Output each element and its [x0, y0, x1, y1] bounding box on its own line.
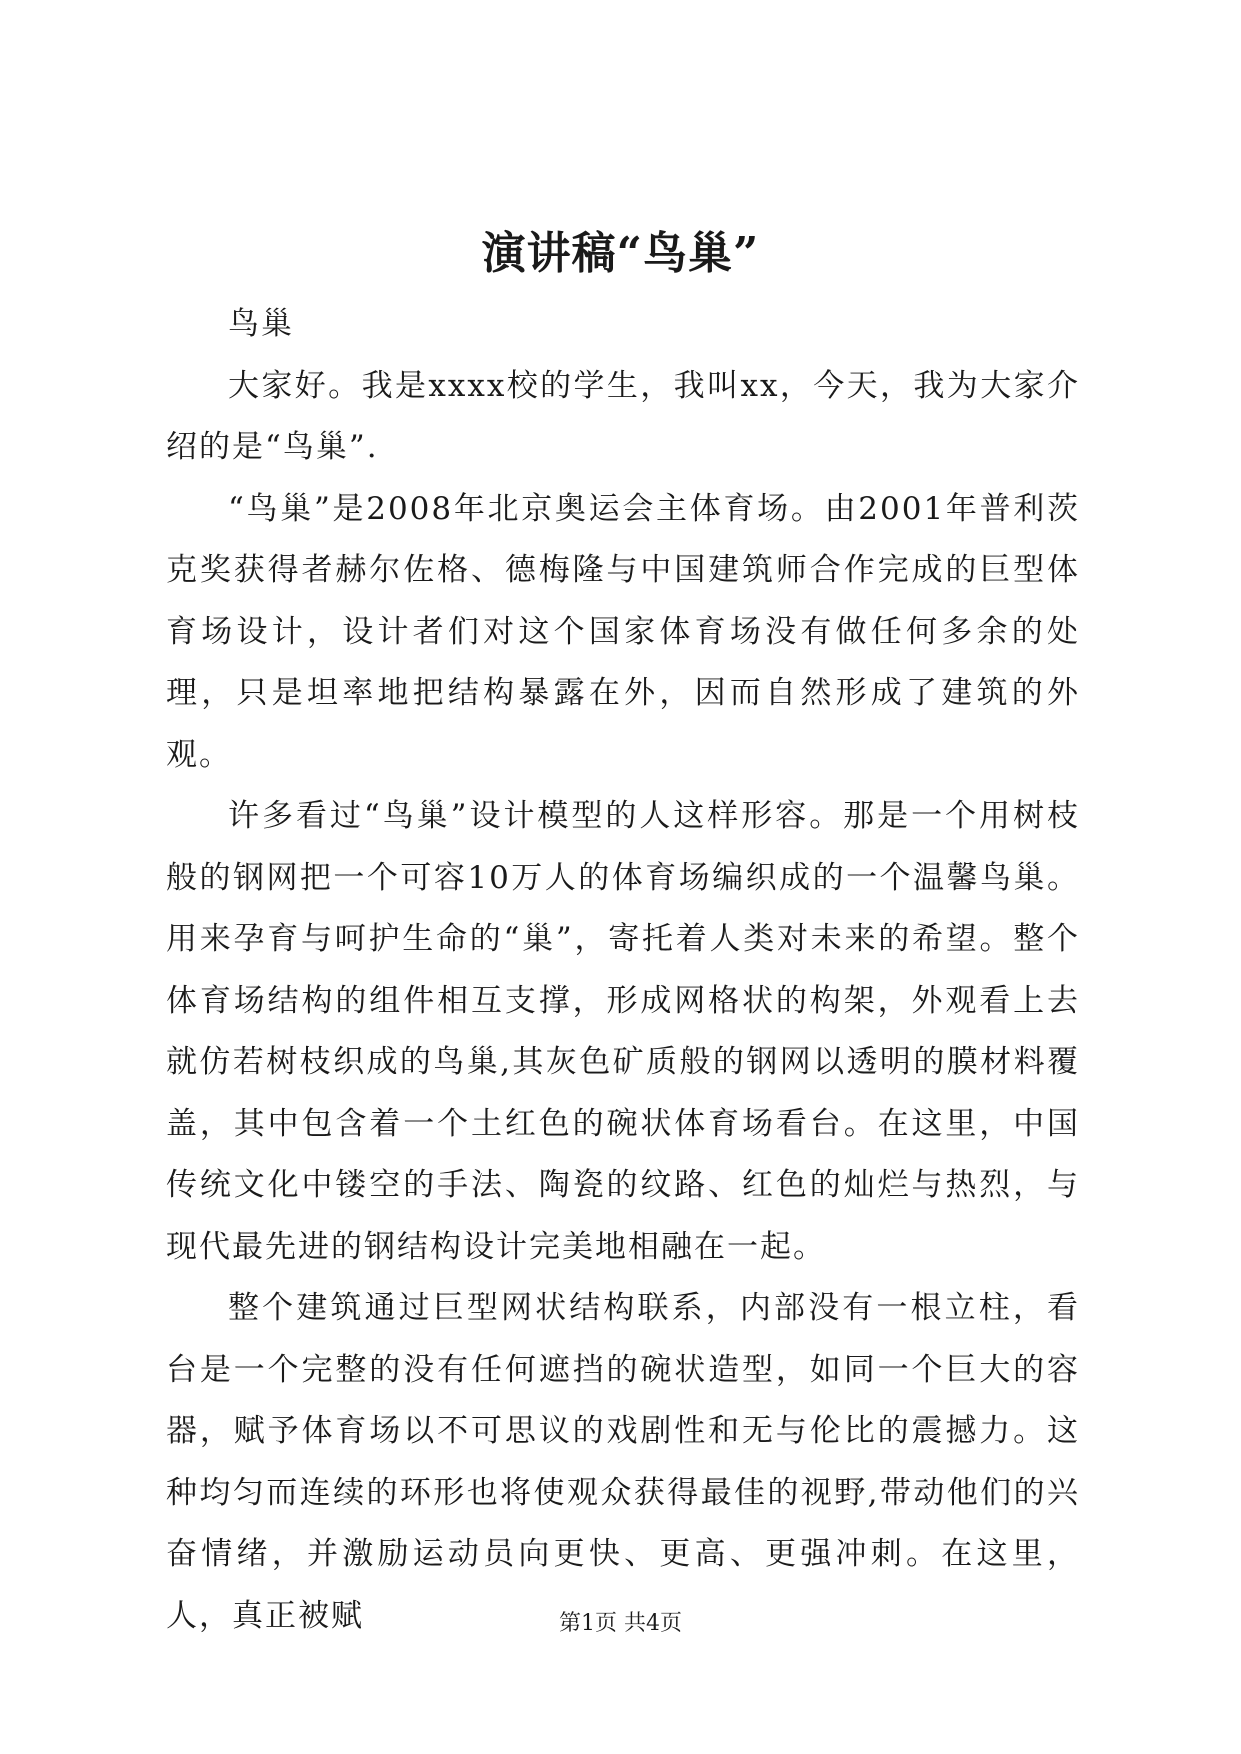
paragraph-heading: 鸟巢	[228, 306, 294, 342]
paragraph: “鸟巢”是2008年北京奥运会主体育场。由2001年普利茨克奖获得者赫尔佐格、德梅隆与中国建筑师合作完成的巨型体育场设计，设计者们对这个国家体育场没有做任何多余的处理，只是坦率地把结构暴露在外，因而自然形成了建筑的外观。	[166, 490, 1080, 773]
paragraph: 许多看过“鸟巢”设计模型的人这样形容。那是一个用树枝般的钢网把一个可容10万人的体育场编织成的一个温馨鸟巢。用来孕育与呵护生命的“巢”，寄托着人类对未来的希望。整个体育场结构的组件相互支撑，形成网格状的构架，外观看上去就仿若树枝织成的鸟巢,其灰色矿质般的钢网以透明的膜材料覆盖，其中包含着一个土红色的碗状体育场看台。在这里，中国传统文化中镂空的手法、陶瓷的纹路、红色的灿烂与热烈，与现代最先进的钢结构设计完美地相融在一起。	[166, 798, 1080, 1265]
page-footer: 第1页 共4页	[559, 1611, 682, 1636]
paragraph: 整个建筑通过巨型网状结构联系，内部没有一根立柱，看台是一个完整的没有任何遮挡的碗状造型，如同一个巨大的容器，赋予体育场以不可思议的戏剧性和无与伦比的震撼力。这种均匀而连续的环形也将使观众获得最佳的视野,带动他们的兴奋情绪，并激励运动员向更快、更高、更强冲刺。在这里，人，真正被赋	[166, 1290, 1080, 1634]
document-title: 演讲稿“鸟巢”	[481, 228, 760, 279]
document-body	[166, 294, 1080, 1647]
paragraph: 大家好。我是xxxx校的学生，我叫xx，今天，我为大家介绍的是“鸟巢”.	[166, 367, 1080, 465]
